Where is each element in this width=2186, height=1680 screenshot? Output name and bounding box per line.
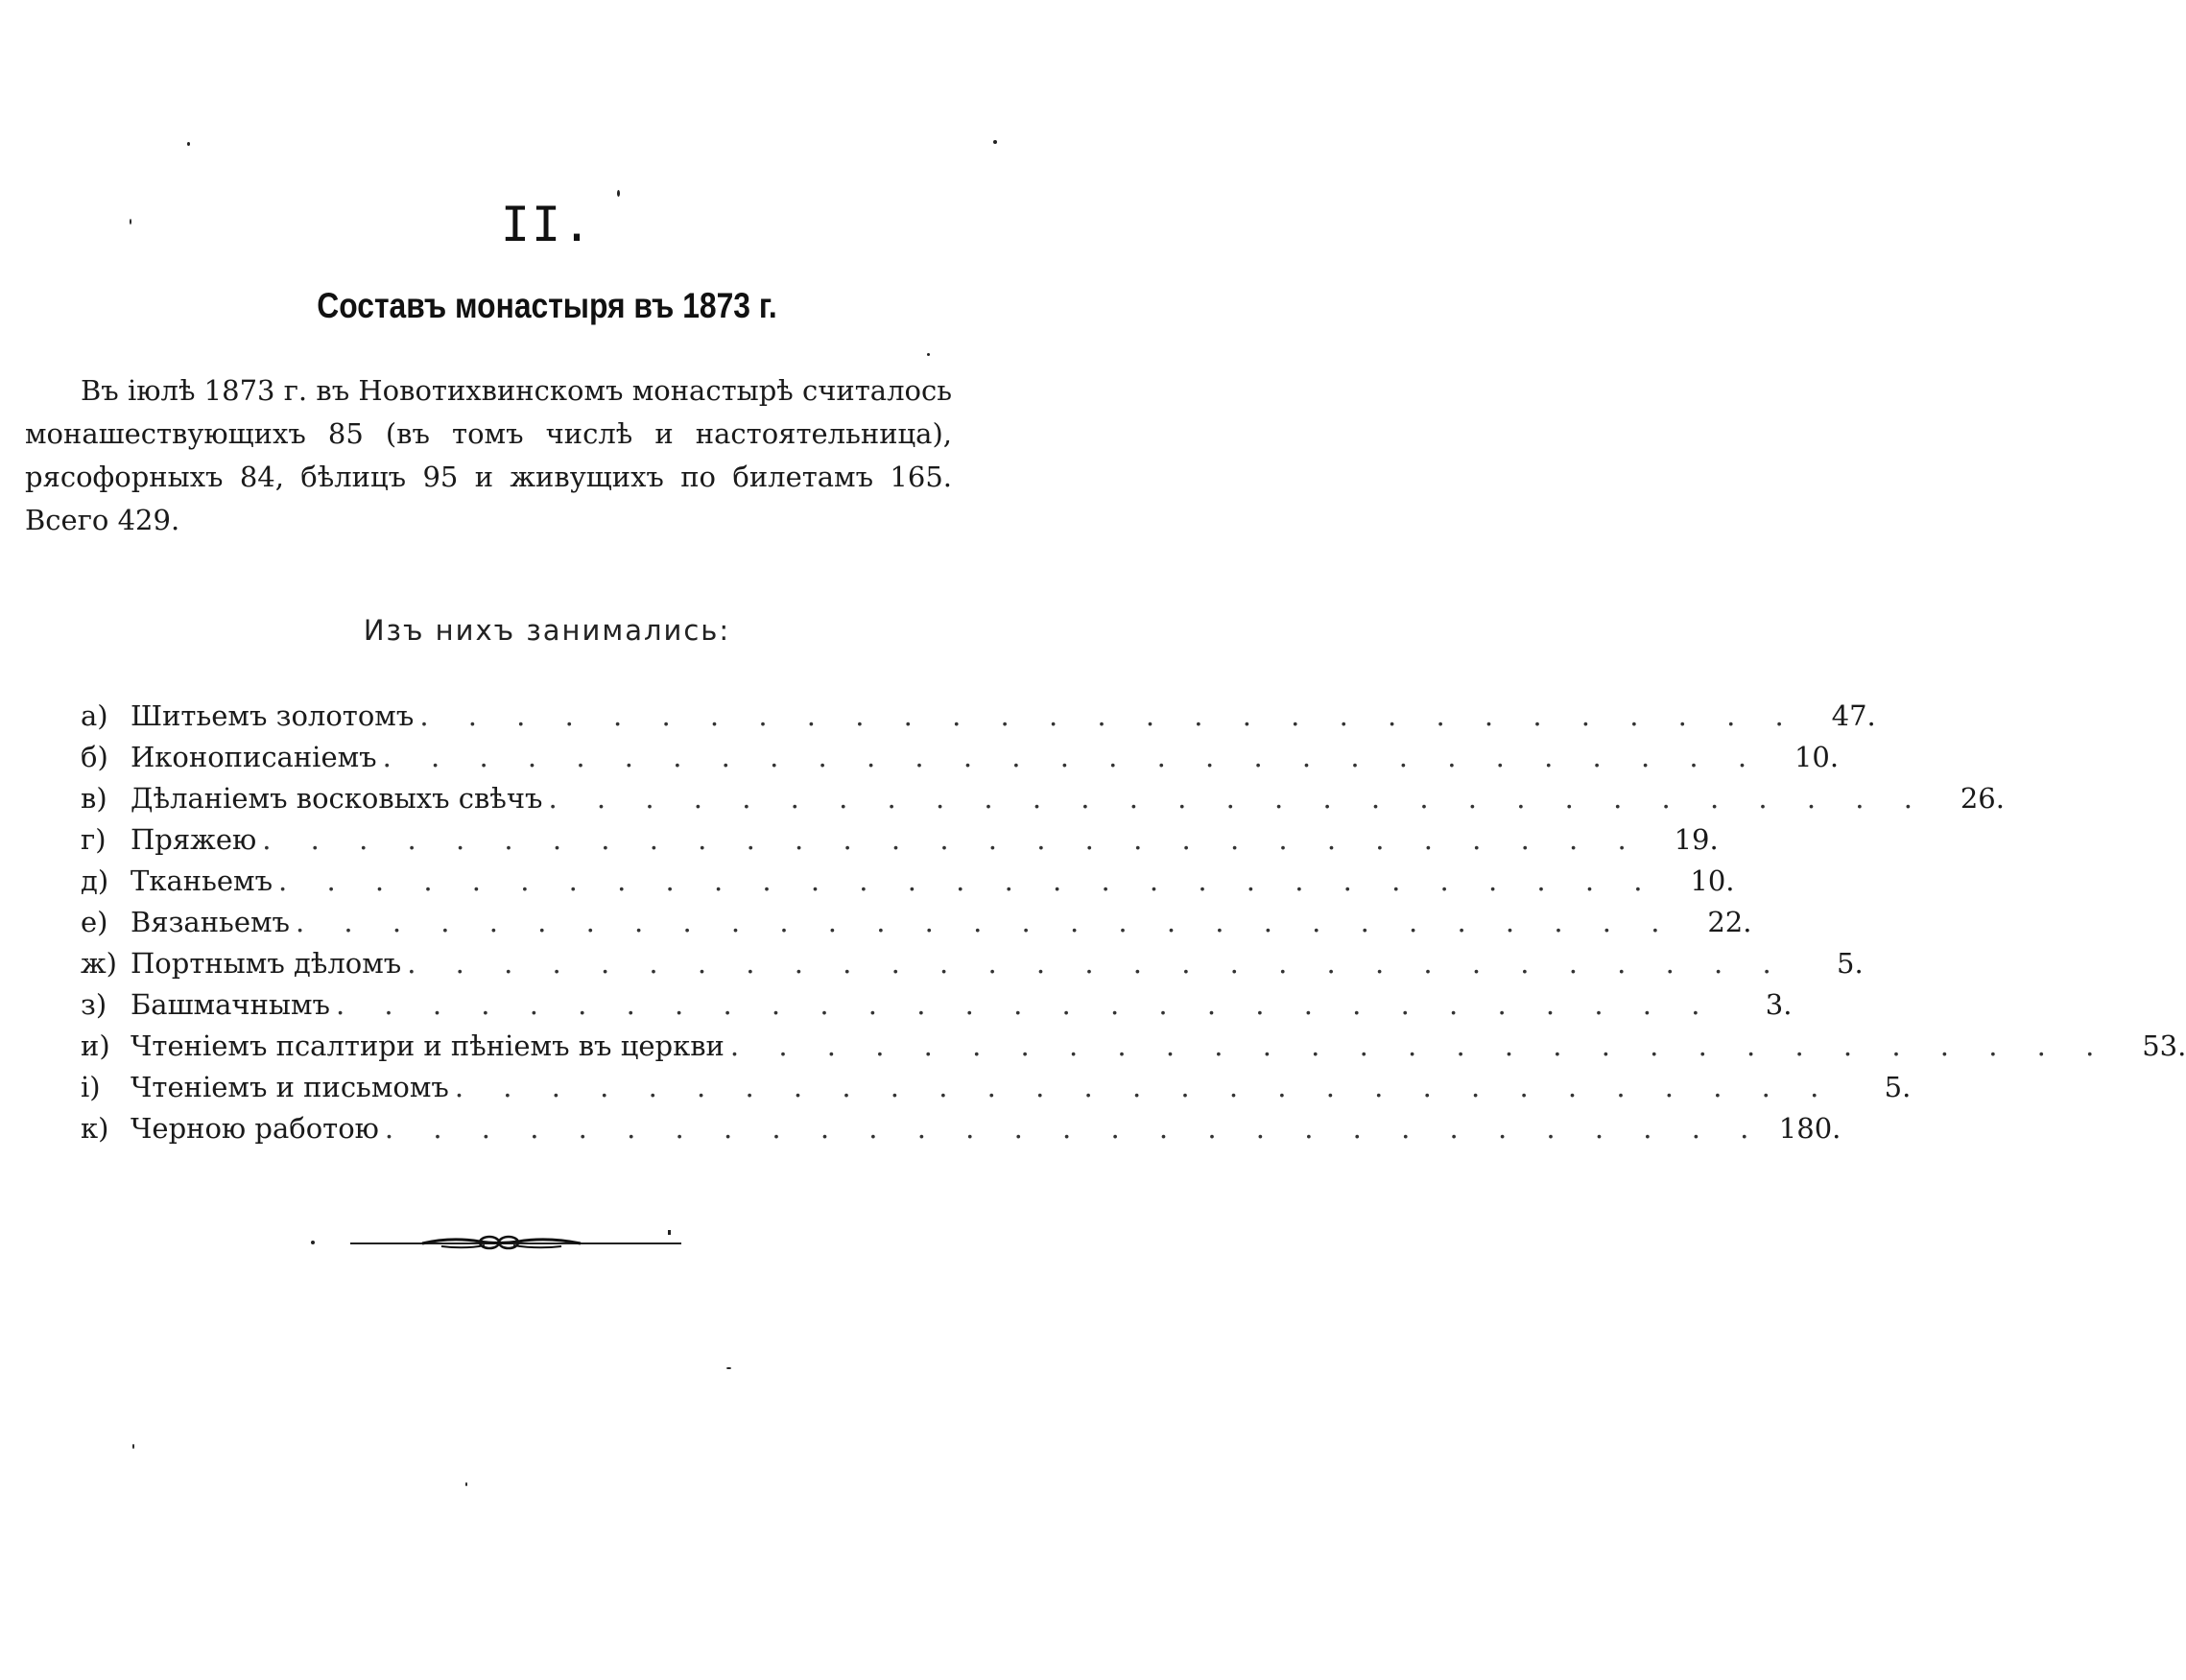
list-item [81,984,1793,1026]
item-marker: д) [81,864,109,897]
item-label: Чтенiемъ и письмомъ [131,1071,449,1103]
scan-speck [187,142,190,146]
item-label: Вязаньемъ [131,906,290,938]
dot-leader: . . . . . . . . . . . . . . . . . . . . . . . . . . . . . [382,741,1763,773]
item-value: 53. [2142,1029,2186,1062]
item-label: Черною работою [131,1112,379,1145]
scan-speck [465,1482,467,1486]
item-value: 5. [1884,1071,1912,1103]
paragraph-text: Въ iюлѣ 1873 г. въ Новотихвинскомъ монастырѣ считалось монашествующихъ 85 (въ томъ числѣ и настоятельница), рясофорныхъ 84, бѣлицъ 95 и живущихъ по билетамъ 165. Всего 429. [25,374,952,536]
item-value: 22. [1707,906,1752,938]
item-value: 180. [1778,1112,1841,1145]
item-label: Тканьемъ [131,864,273,897]
dot-leader: . . . . . . . . . . . . . . . . . . . . . . . . . . . . . [407,947,1787,980]
dot-leader: . . . . . . . . . . . . . . . . . . . . . . . . . . . . . [278,864,1658,897]
item-marker: б) [81,741,108,773]
item-value: 3. [1765,988,1793,1021]
scan-speck [132,1444,134,1449]
item-label: Башмачнымъ [131,988,330,1021]
item-marker: в) [81,782,107,815]
item-label: Шитьемъ золотомъ [131,699,415,732]
occupation-list [81,696,2186,1149]
item-value: 10. [1690,864,1735,897]
scan-speck [726,1367,731,1369]
dot-leader: . . . . . . . . . . . . . . . . . . . . . . . . . . . . . [419,699,1799,732]
item-marker: к) [81,1112,109,1145]
item-value: 26. [1960,782,2005,815]
list-item [81,902,1752,943]
dot-leader: . . . . . . . . . . . . . . . . . . . . . . . . . . . . . [384,1112,1765,1145]
scan-speck [927,353,930,356]
dot-leader: . . . . . . . . . . . . . . . . . . . . . . . . . . . . . [548,782,1928,815]
scan-speck [993,140,997,144]
list-heading: Изъ нихъ занимались: [363,614,731,647]
dot-leader: . . . . . . . . . . . . . . . . . . . . . . . . . . . . . [336,988,1716,1021]
list-item [81,819,1719,861]
dot-leader: . . . . . . . . . . . . . . . . . . . . . . . . . . . . . [262,823,1642,856]
item-marker: i) [81,1071,101,1103]
item-label: Иконописанiемъ [131,741,377,773]
scan-speck [617,190,620,197]
section-title: Составъ монастыря въ 1873 г. [317,286,777,325]
list-item [81,861,1735,902]
list-item [81,778,2005,819]
dot-leader: . . . . . . . . . . . . . . . . . . . . . . . . . . . . . [729,1029,2110,1062]
item-marker: и) [81,1029,110,1062]
item-label: Чтенiемъ псалтири и пѣнiемъ въ церкви [131,1029,725,1062]
chapter-number: II. [500,197,594,252]
item-marker: з) [81,988,107,1021]
list-item [81,1108,1841,1149]
dot-leader: . . . . . . . . . . . . . . . . . . . . . . . . . . . . . [296,906,1675,938]
list-item [81,1067,1912,1108]
item-value: 5. [1837,947,1864,980]
item-value: 47. [1831,699,1876,732]
item-label: Пряжею [131,823,257,856]
list-item [81,737,1840,778]
list-item [81,696,1876,737]
list-item [81,1026,2186,1067]
list-item [81,943,1864,984]
item-label: Портнымъ дѣломъ [131,947,402,980]
body-paragraph [25,369,952,542]
dot-leader: . . . . . . . . . . . . . . . . . . . . . . . . . . . . . [454,1071,1835,1103]
item-marker: а) [81,699,108,732]
item-label: Дѣланiемъ восковыхъ свѣчъ [131,782,543,815]
item-value: 10. [1794,741,1840,773]
ornament-divider [307,1228,691,1257]
item-marker: ж) [81,947,117,980]
item-value: 19. [1674,823,1719,856]
item-marker: е) [81,906,108,938]
item-marker: г) [81,823,107,856]
